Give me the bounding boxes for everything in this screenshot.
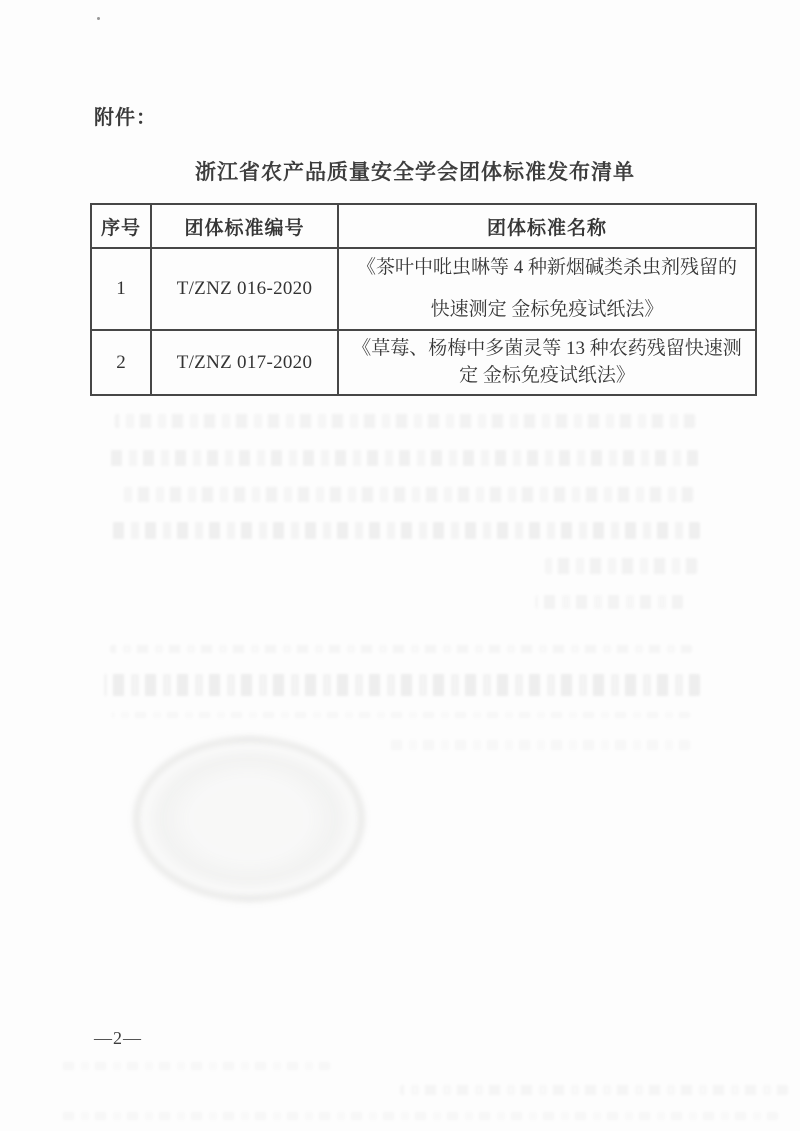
cell-standard-code: T/ZNZ 016-2020	[151, 248, 338, 330]
bleedthrough-text-ghost	[60, 1062, 330, 1070]
bleedthrough-text-ghost	[112, 712, 690, 718]
bleedthrough-text-ghost	[110, 645, 692, 653]
standard-name-line-2: 快速测定 金标免疫试纸法》	[430, 299, 664, 320]
cell-serial-number: 1	[91, 248, 151, 330]
bleedthrough-text-ghost	[60, 1112, 778, 1120]
scan-speck	[97, 17, 100, 20]
cell-standard-name	[338, 248, 756, 330]
standard-name-lines	[344, 249, 750, 329]
attachment-label: 附件：	[94, 107, 157, 129]
bleedthrough-text-ghost	[118, 487, 693, 502]
cell-serial-number: 2	[91, 330, 151, 395]
column-header-name: 团体标准名称	[338, 204, 756, 248]
standard-name-lines	[344, 331, 750, 394]
table-header-row	[91, 204, 756, 248]
cell-standard-code: T/ZNZ 017-2020	[151, 330, 338, 395]
table-row	[91, 330, 756, 395]
column-header-code: 团体标准编号	[151, 204, 338, 248]
standards-table	[90, 203, 757, 396]
cell-standard-name	[338, 330, 756, 395]
bleedthrough-text-ghost	[535, 595, 683, 609]
standard-name-line-2: 定 金标免疫试纸法》	[459, 365, 635, 386]
bleedthrough-text-ghost	[104, 674, 700, 696]
standard-name-line-1: 《茶叶中吡虫啉等 4 种新烟碱类杀虫剂残留的	[356, 257, 737, 279]
bleedthrough-text-ghost	[108, 450, 698, 466]
page-number: —2—	[94, 1028, 142, 1048]
table-row	[91, 248, 756, 330]
column-header-serial: 序号	[91, 204, 151, 248]
bleedthrough-text-ghost	[115, 414, 695, 428]
bleedthrough-text-ghost	[108, 522, 700, 539]
bleedthrough-text-ghost	[390, 740, 690, 750]
bleedthrough-text-ghost	[545, 558, 697, 574]
bleedthrough-text-ghost	[400, 1085, 788, 1095]
stamp-bleedthrough-ghost	[133, 736, 365, 902]
page-title: 浙江省农产品质量安全学会团体标准发布清单	[195, 161, 635, 184]
standard-name-line-1: 《草莓、杨梅中多菌灵等 13 种农药残留快速测	[352, 338, 742, 360]
